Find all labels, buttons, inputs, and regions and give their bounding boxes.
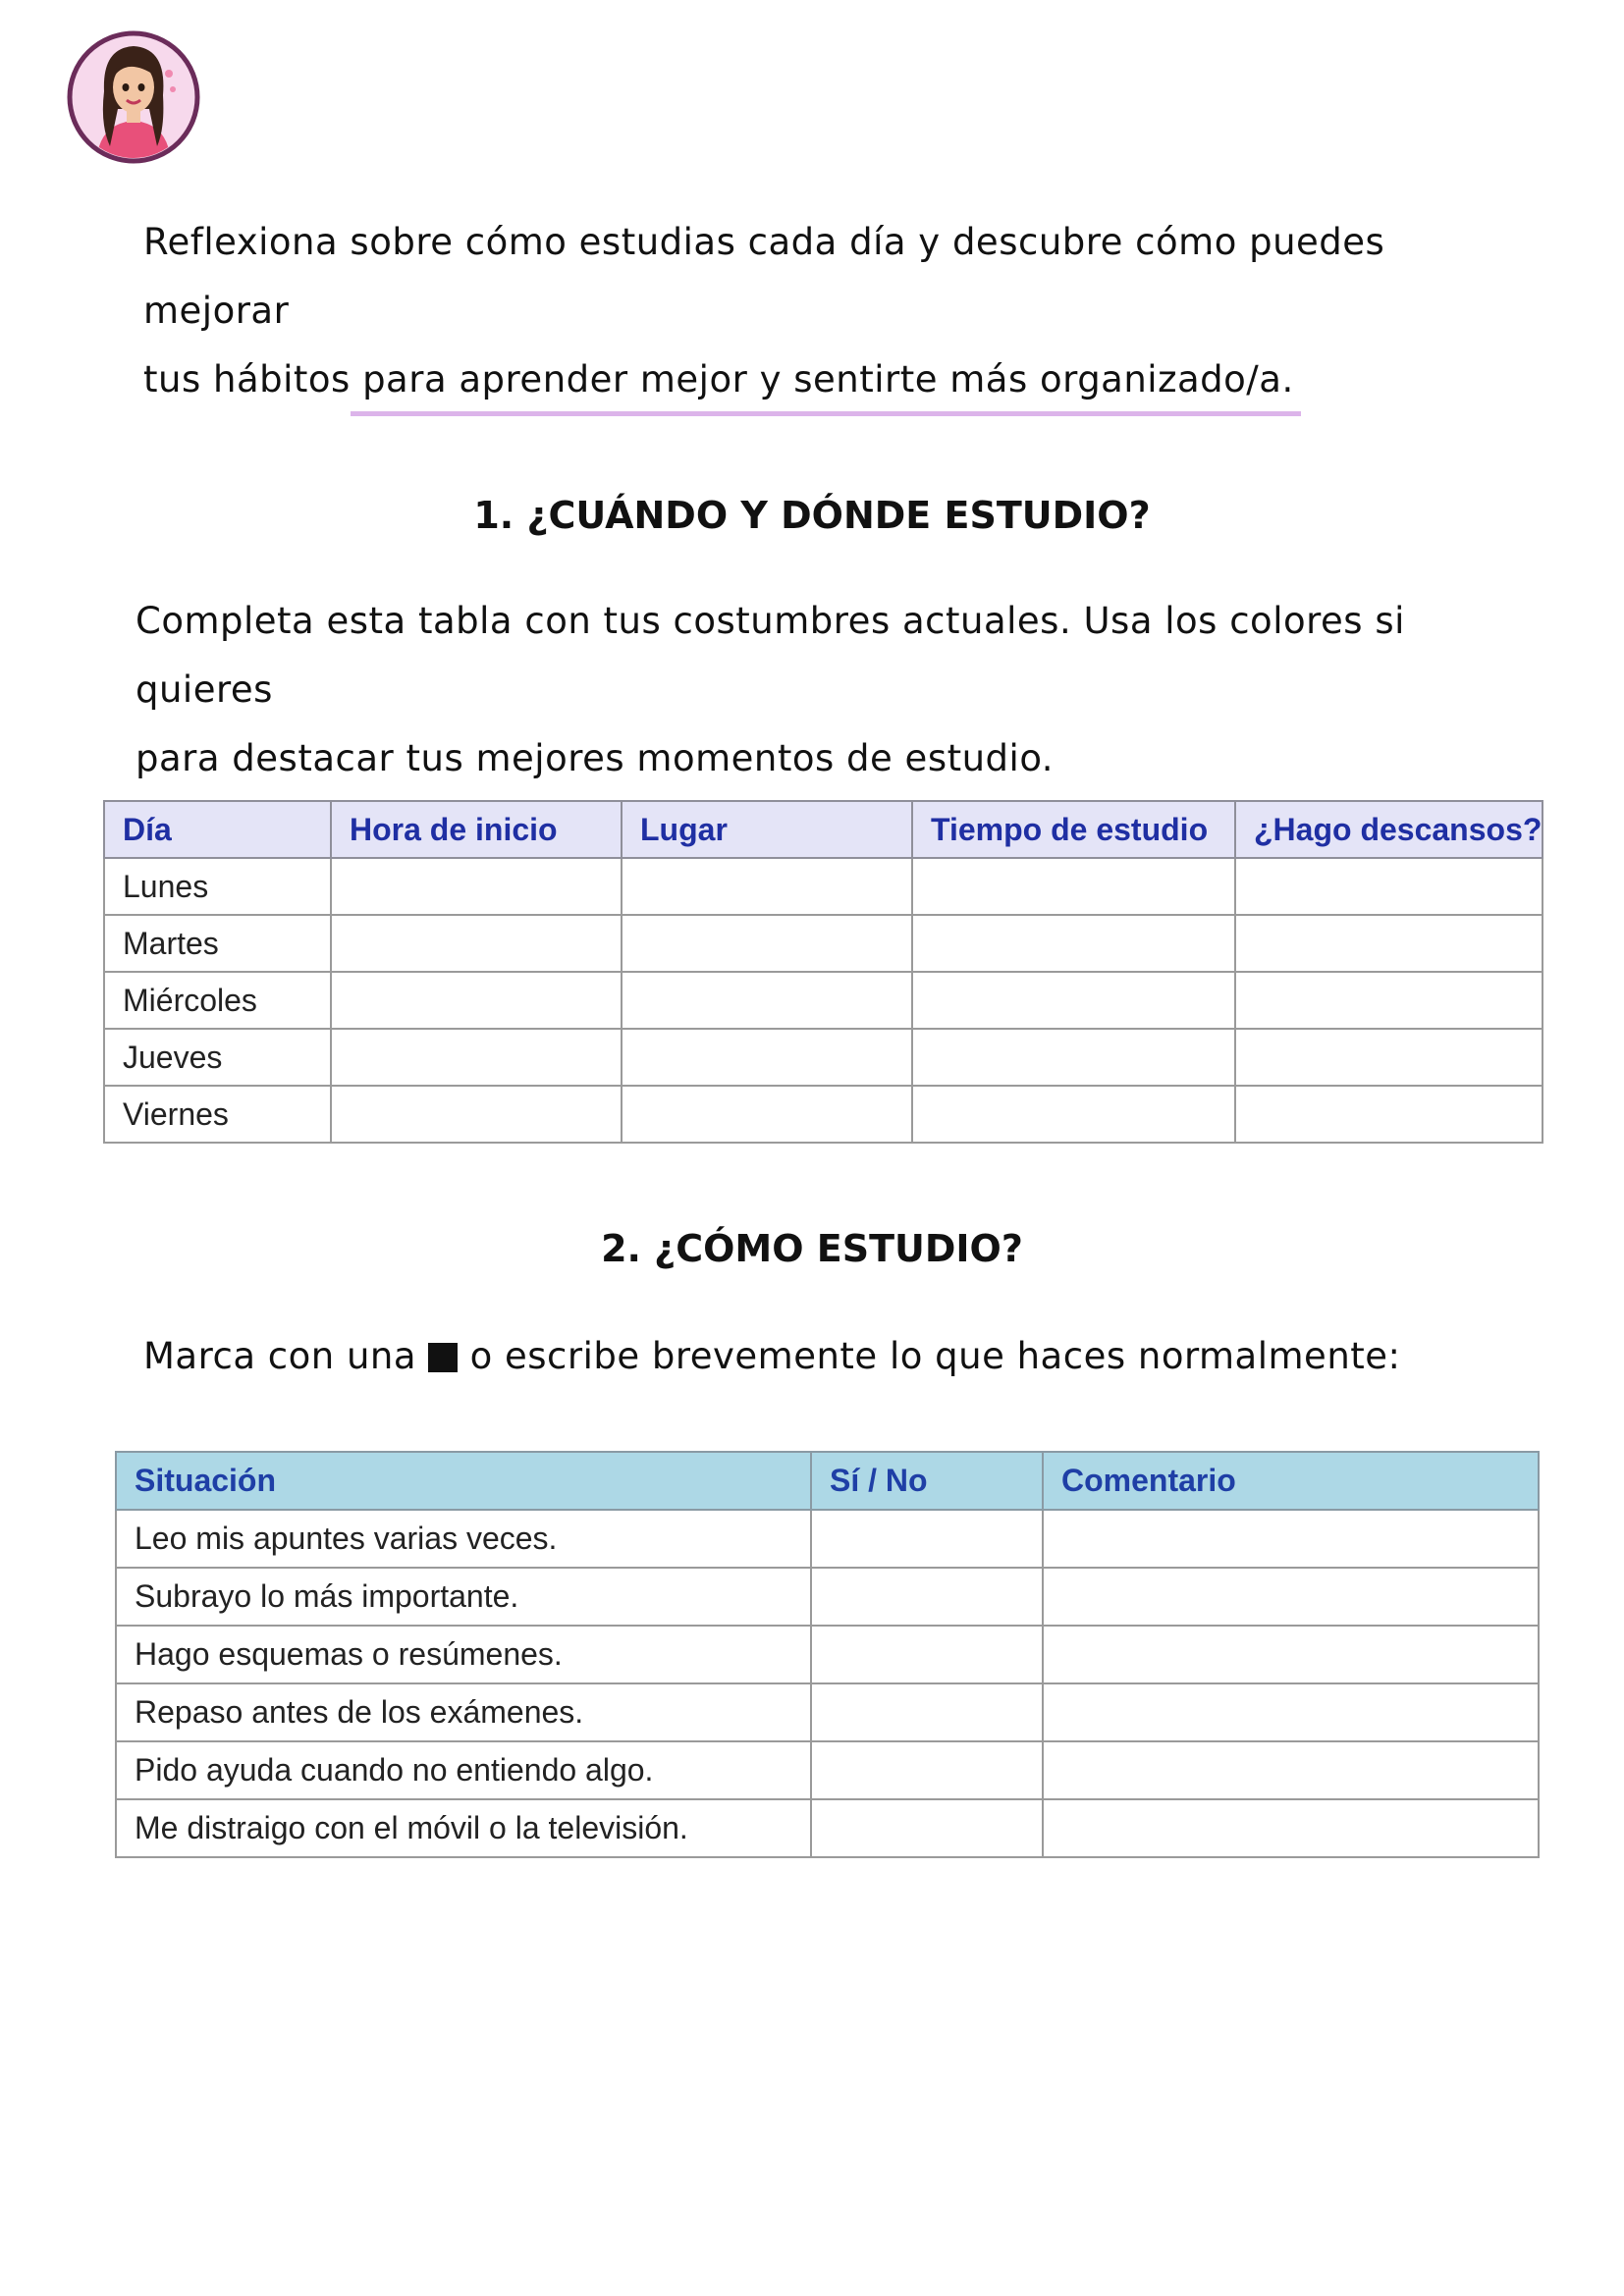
table-row <box>116 1741 1539 1799</box>
intro-line-1: Reflexiona sobre cómo estudias cada día y descubre cómo puedes mejorar <box>143 221 1385 332</box>
answer-cell[interactable] <box>622 915 912 972</box>
answer-cell[interactable] <box>1235 972 1543 1029</box>
answer-cell[interactable] <box>331 858 622 915</box>
header-descansos: ¿Hago descansos? <box>1235 801 1543 858</box>
day-cell: Miércoles <box>104 972 331 1029</box>
answer-cell[interactable] <box>331 1086 622 1143</box>
header-tiempo-estudio: Tiempo de estudio <box>912 801 1235 858</box>
table-row <box>116 1683 1539 1741</box>
section-1-instruction-line-1: Completa esta tabla con tus costumbres actuales. Usa los colores si quieres <box>135 600 1405 711</box>
table-row <box>116 1799 1539 1857</box>
answer-cell[interactable] <box>1235 915 1543 972</box>
header-dia: Día <box>104 801 331 858</box>
table-row <box>104 972 1543 1029</box>
yes-no-cell[interactable] <box>811 1799 1043 1857</box>
table-row <box>116 1626 1539 1683</box>
yes-no-cell[interactable] <box>811 1626 1043 1683</box>
day-cell: Jueves <box>104 1029 331 1086</box>
answer-cell[interactable] <box>912 858 1235 915</box>
table-header-row <box>116 1452 1539 1510</box>
table-row <box>104 858 1543 915</box>
situation-cell: Me distraigo con el móvil o la televisión. <box>116 1799 811 1857</box>
section-1-title: 1. ¿CUÁNDO Y DÓNDE ESTUDIO? <box>473 494 1151 537</box>
answer-cell[interactable] <box>1235 1086 1543 1143</box>
answer-cell[interactable] <box>912 1086 1235 1143</box>
section-1-instructions <box>135 587 1530 793</box>
answer-cell[interactable] <box>622 1086 912 1143</box>
yes-no-cell[interactable] <box>811 1683 1043 1741</box>
day-cell: Martes <box>104 915 331 972</box>
study-schedule-table <box>103 800 1543 1144</box>
table-row <box>104 1086 1543 1143</box>
comment-cell[interactable] <box>1043 1510 1539 1568</box>
day-cell: Viernes <box>104 1086 331 1143</box>
situation-cell: Pido ayuda cuando no entiendo algo. <box>116 1741 811 1799</box>
yes-no-cell[interactable] <box>811 1568 1043 1626</box>
answer-cell[interactable] <box>912 972 1235 1029</box>
comment-cell[interactable] <box>1043 1626 1539 1683</box>
intro-line-2: tus hábitos para aprender mejor y sentirte más organizado/a. <box>143 358 1294 400</box>
section-1-instruction-line-2: para destacar tus mejores momentos de estudio. <box>135 737 1055 779</box>
comment-cell[interactable] <box>1043 1741 1539 1799</box>
comment-cell[interactable] <box>1043 1799 1539 1857</box>
table-row <box>104 1029 1543 1086</box>
day-cell: Lunes <box>104 858 331 915</box>
section-2-instruction-after: o escribe brevemente lo que haces normalmente: <box>469 1335 1401 1377</box>
header-si-no: Sí / No <box>811 1452 1043 1510</box>
divider-line <box>351 411 1301 416</box>
answer-cell[interactable] <box>331 1029 622 1086</box>
avatar-logo <box>67 30 200 164</box>
situation-cell: Repaso antes de los exámenes. <box>116 1683 811 1741</box>
table-header-row <box>104 801 1543 858</box>
answer-cell[interactable] <box>331 915 622 972</box>
situation-cell: Subrayo lo más importante. <box>116 1568 811 1626</box>
section-2-instructions <box>143 1322 1538 1391</box>
situation-cell: Hago esquemas o resúmenes. <box>116 1626 811 1683</box>
answer-cell[interactable] <box>1235 858 1543 915</box>
answer-cell[interactable] <box>622 858 912 915</box>
study-habits-table <box>115 1451 1540 1858</box>
table-row <box>104 915 1543 972</box>
yes-no-cell[interactable] <box>811 1510 1043 1568</box>
answer-cell[interactable] <box>912 1029 1235 1086</box>
comment-cell[interactable] <box>1043 1568 1539 1626</box>
answer-cell[interactable] <box>912 915 1235 972</box>
situation-cell: Leo mis apuntes varias veces. <box>116 1510 811 1568</box>
answer-cell[interactable] <box>331 972 622 1029</box>
table-row <box>116 1510 1539 1568</box>
header-situacion: Situación <box>116 1452 811 1510</box>
table-row <box>116 1568 1539 1626</box>
answer-cell[interactable] <box>622 1029 912 1086</box>
intro-paragraph <box>143 208 1518 414</box>
answer-cell[interactable] <box>1235 1029 1543 1086</box>
section-2-title: 2. ¿CÓMO ESTUDIO? <box>601 1227 1023 1270</box>
header-lugar: Lugar <box>622 801 912 858</box>
comment-cell[interactable] <box>1043 1683 1539 1741</box>
black-square-icon <box>428 1343 458 1372</box>
answer-cell[interactable] <box>622 972 912 1029</box>
yes-no-cell[interactable] <box>811 1741 1043 1799</box>
header-hora-inicio: Hora de inicio <box>331 801 622 858</box>
header-comentario: Comentario <box>1043 1452 1539 1510</box>
section-2-instruction-before: Marca con una <box>143 1335 417 1377</box>
